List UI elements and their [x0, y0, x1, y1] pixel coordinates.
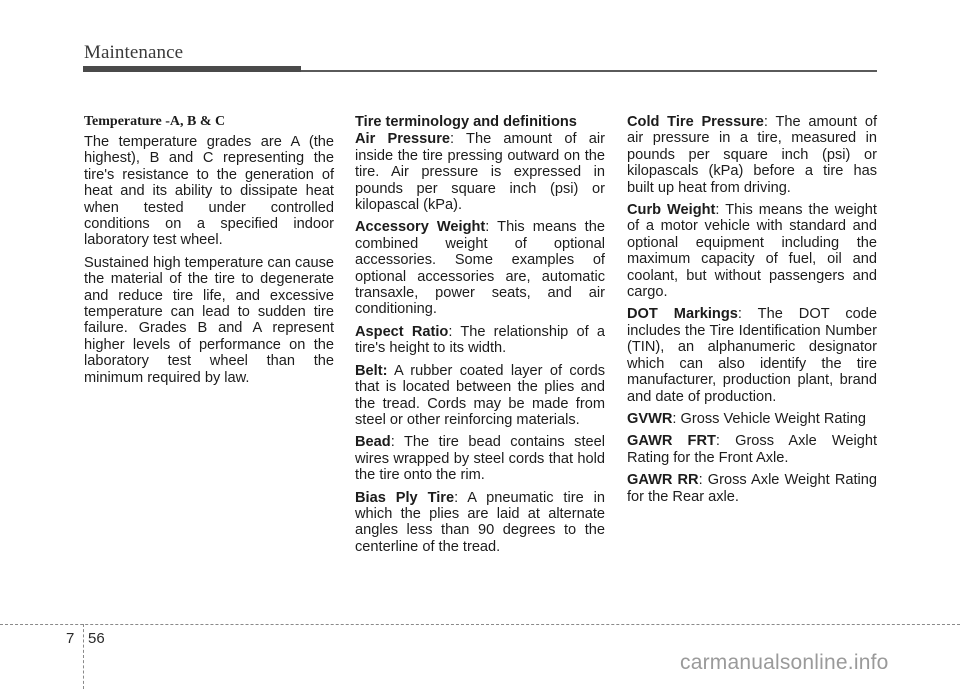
term-separator: :	[454, 489, 468, 506]
section-title: Maintenance	[84, 42, 184, 63]
term: GAWR FRT	[627, 433, 716, 450]
footer-dashed-rule	[0, 624, 960, 625]
definition-aspect-ratio	[355, 324, 605, 357]
temperature-paragraph: Sustained high temperature can cause the material of the tire to degenerate and reduce tire life, and excessive temperature can lead to sudden tire failure. Grades B and A represent higher levels of performance on the laboratory test wheel than the minimum required by law.	[84, 254, 334, 386]
term: GVWR	[627, 410, 673, 427]
chapter-number: 7	[66, 630, 75, 647]
term: Accessory Weight	[355, 219, 486, 236]
temperature-paragraph: The temperature grades are A (the highest), B and C representing the tire's resistance to the generation of heat and its ability to dissipate heat when tested under controlled conditions on a specified indoor laboratory test wheel.	[84, 134, 334, 249]
definition-text: The amount of air pressure in a tire, measured in pounds per square inch (psi) or kilopascals (kPa) before a tire has built up heat from driving.	[627, 114, 877, 196]
term: Curb Weight	[627, 202, 716, 219]
term-separator: :	[390, 434, 404, 451]
terminology-heading: Tire terminology and definitions	[355, 114, 577, 130]
term-separator: :	[715, 202, 726, 219]
term-separator: :	[715, 433, 736, 450]
definition-text: The amount of air inside the tire pressing outward on the tire. Air pressure is expressed in pounds per square inch (psi) or kilopascal (kPa).	[355, 131, 605, 214]
definition-text: A pneumatic tire in which the plies are laid at alternate angles less than 90 degrees to the centerline of the tread.	[355, 489, 605, 555]
definition-text: Gross Vehicle Weight Rating	[680, 410, 867, 427]
definition-cold-tire-pressure	[627, 114, 877, 196]
term-separator: :	[737, 306, 758, 323]
column-terminology-continued	[627, 114, 877, 511]
temperature-heading: Temperature -A, B & C	[84, 114, 226, 129]
definition-text: This means the combined weight of optional accessories. Some examples of optional accessories are, automatic transaxle, power seats, and air conditioning.	[355, 219, 605, 318]
definition-text: This means the weight of a motor vehicle with standard and optional equipment including the maximum capacity of fuel, oil and coolant, but without passengers and cargo.	[627, 202, 877, 301]
definition-accessory-weight	[355, 219, 605, 317]
footer-dashed-divider	[83, 624, 84, 689]
definition-text: The relationship of a tire's height to its width.	[355, 323, 605, 357]
term-separator: :	[698, 472, 708, 489]
definition-dot-markings	[627, 306, 877, 404]
term: GAWR RR	[627, 472, 699, 489]
definition-text: Gross Axle Weight Rating for the Front Axle.	[627, 433, 878, 466]
definition-gawr-rr	[627, 472, 877, 505]
term: Aspect Ratio	[355, 323, 449, 340]
definition-text: Gross Axle Weight Rating for the Rear axle.	[627, 472, 878, 505]
column-temperature	[84, 114, 334, 392]
term: Air Pressure	[355, 131, 450, 148]
watermark: carmanualsonline.info	[680, 651, 889, 674]
term: Cold Tire Pressure	[627, 114, 764, 130]
definition-gvwr	[627, 411, 877, 427]
term-separator: :	[672, 410, 681, 427]
term: Bead	[355, 434, 391, 451]
term-separator: :	[763, 114, 776, 130]
definition-air-pressure	[355, 131, 605, 213]
definition-text: The DOT code includes the Tire Identification Number (TIN), an alphanumeric designator which can also identify the tire manufacturer, production plant, brand and date of production.	[627, 306, 877, 405]
definition-curb-weight	[627, 202, 877, 300]
term-separator: :	[448, 323, 461, 340]
definition-text: The tire bead contains steel wires wrapped by steel cords that hold the tire onto the rim.	[355, 434, 605, 484]
term-separator: :	[450, 131, 467, 148]
header-rule-thin	[301, 70, 877, 72]
header-rule-thick	[83, 66, 301, 72]
definition-bias-ply-tire	[355, 490, 605, 556]
definition-gawr-frt	[627, 433, 877, 466]
term: Belt:	[355, 362, 388, 379]
definition-bead	[355, 434, 605, 483]
page-number: 56	[88, 630, 105, 647]
term-separator: :	[485, 219, 498, 236]
definition-belt	[355, 363, 605, 429]
column-terminology	[355, 114, 605, 561]
term: Bias Ply Tire	[355, 489, 455, 506]
definition-text: A rubber coated layer of cords that is located between the plies and the tread. Cords may be made from steel or other reinforcing materials.	[355, 362, 606, 428]
term: DOT Markings	[627, 306, 738, 323]
